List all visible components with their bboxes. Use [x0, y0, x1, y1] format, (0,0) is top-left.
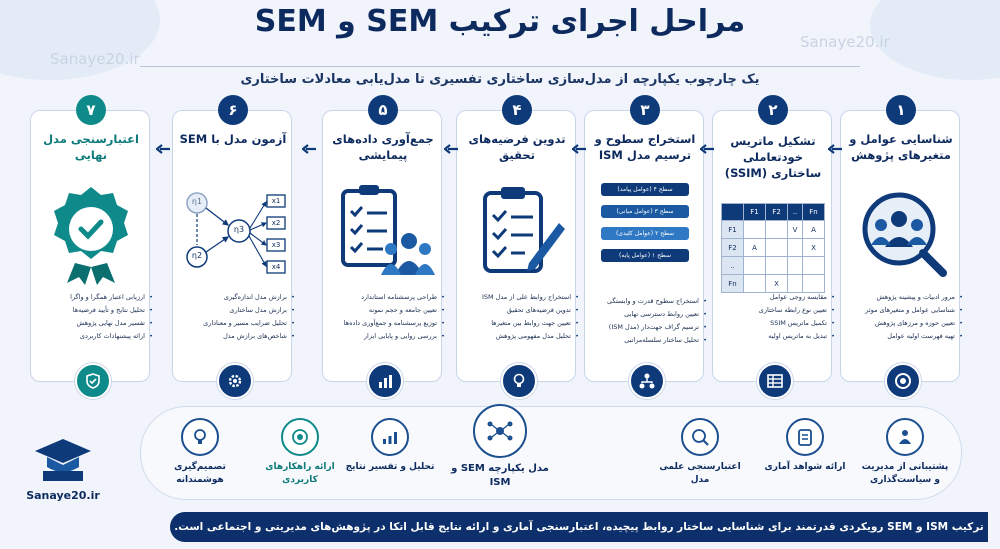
- level-box: سطح ۱ (عوامل پایه): [601, 249, 689, 262]
- step-title: آزمون مدل با SEM: [179, 132, 287, 146]
- analytics-search-icon: [681, 418, 719, 456]
- logo-text: Sanaye20.ir: [26, 489, 100, 502]
- step-card-4: [456, 101, 576, 382]
- level-box: سطح ۲ (عوامل کلیدی): [601, 227, 689, 240]
- matrix-cell: F2: [766, 204, 788, 221]
- step-bullets: [463, 291, 583, 343]
- bullet-item: • تحلیل مدل مفهومی پژوهش: [463, 330, 571, 343]
- matrix-cell: [722, 204, 744, 221]
- watermark: Sanaye20.ir: [50, 50, 140, 68]
- network-icon: [473, 404, 527, 458]
- bullet-item: • تعیین روابط دسترسی نهایی: [591, 308, 699, 321]
- bar-chart-icon: [367, 363, 403, 399]
- arrow-left-icon: [828, 144, 842, 154]
- matrix-cell: F2: [722, 239, 744, 257]
- node-label: x2: [271, 219, 281, 227]
- outcome-item: [760, 418, 850, 474]
- bullet-item: • تحلیل نتایج و تأیید فرضیه‌ها: [37, 304, 145, 317]
- outcome-item: [255, 418, 345, 487]
- bullet-item: • تعیین جهت روابط بین متغیرها: [463, 317, 571, 330]
- outcome-item: [655, 418, 745, 487]
- step-bullets: [37, 291, 157, 343]
- step-card-2: [712, 101, 832, 382]
- bullet-item: • برازش مدل اندازه‌گیری: [179, 291, 287, 304]
- bullet-item: • تعیین نوع رابطه ساختاری: [719, 304, 827, 317]
- subtitle-divider: [140, 66, 860, 67]
- outcome-item: [860, 418, 950, 487]
- step-number: ۳: [630, 95, 660, 125]
- level-box: سطح ۳ (عوامل میانی): [601, 205, 689, 218]
- people-search-icon: [847, 179, 955, 287]
- matrix-cell: [788, 239, 803, 257]
- step-card-5: [322, 101, 442, 382]
- bullet-item: • تعیین حوزه و مرزهای پژوهش: [847, 317, 955, 330]
- step-card-7: [30, 101, 150, 382]
- outcome-label: ارائه شواهد آماری: [764, 462, 846, 472]
- step-number: ۴: [502, 95, 532, 125]
- matrix-cell: [744, 275, 766, 293]
- target-icon: [885, 363, 921, 399]
- step-bullets: [591, 295, 711, 347]
- matrix-cell: F1: [744, 204, 766, 221]
- ssim-matrix: [721, 203, 825, 293]
- bullet-item: • تحلیل ضرایب مسیر و معناداری: [179, 317, 287, 330]
- matrix-cell: [766, 257, 788, 275]
- level-box: سطح ۴ (عوامل پیامد): [601, 183, 689, 196]
- step-title: تشکیل ماتریس خودتعاملی ساختاری (SSIM): [724, 134, 822, 180]
- footer-banner: ترکیب ISM و SEM رویکردی قدرتمند برای شناسایی ساختار روابط پیچیده، اعتبارسنجی آماری و ارائه نتایج قابل اتکا در پژوهش‌های مدیریتی و اجتماعی است.: [170, 512, 988, 542]
- step-bullets: [329, 291, 449, 343]
- lightbulb-icon: [501, 363, 537, 399]
- shield-check-icon: [75, 363, 111, 399]
- bullet-item: • تحلیل ساختار سلسله‌مراتبی: [591, 334, 699, 347]
- arrow-left-icon: [572, 144, 586, 154]
- step-bullets: [847, 291, 967, 343]
- bullet-item: • استخراج روابط علی از مدل ISM: [463, 291, 571, 304]
- matrix-cell: [766, 221, 788, 239]
- verified-badge-icon: [37, 179, 145, 287]
- outcome-item: [155, 418, 245, 487]
- bullet-item: • تکمیل ماتریس SSIM: [719, 317, 827, 330]
- bullet-item: • برازش مدل ساختاری: [179, 304, 287, 317]
- arrow-left-icon: [700, 144, 714, 154]
- bullet-item: • شاخص‌های برازش مدل: [179, 330, 287, 343]
- node-label: η2: [191, 251, 203, 260]
- outcome-label: تصمیم‌گیری هوشمندانه: [174, 462, 226, 485]
- matrix-cell: Fn: [802, 204, 824, 221]
- bullet-item: • شناسایی عوامل و متغیرهای موثر: [847, 304, 955, 317]
- matrix-cell: A: [744, 239, 766, 257]
- node-label: x3: [271, 241, 281, 249]
- step-number: ۱: [886, 95, 916, 125]
- arrow-left-icon: [444, 144, 458, 154]
- graduation-cap-icon: [33, 435, 93, 485]
- bullet-item: • توزیع پرسشنامه و جمع‌آوری داده‌ها: [329, 317, 437, 330]
- site-logo: [18, 435, 108, 502]
- step-title: تدوین فرضیه‌های تحقیق: [468, 132, 566, 162]
- target-icon: [281, 418, 319, 456]
- checklist-icon: [786, 418, 824, 456]
- lightbulb-icon: [181, 418, 219, 456]
- matrix-cell: X: [766, 275, 788, 293]
- step-bullets: [179, 291, 299, 343]
- matrix-cell: [788, 257, 803, 275]
- bullet-item: • طراحی پرسشنامه استاندارد: [329, 291, 437, 304]
- step-number: ۲: [758, 95, 788, 125]
- bullet-item: • تعیین جامعه و حجم نمونه: [329, 304, 437, 317]
- outcome-item: [345, 418, 435, 474]
- step-number: ۵: [368, 95, 398, 125]
- outcome-label: اعتبارسنجی علمی مدل: [659, 462, 741, 485]
- matrix-cell: [788, 275, 803, 293]
- hierarchy-icon: [629, 363, 665, 399]
- outcome-label: تحلیل و تفسیر نتایج: [345, 462, 435, 472]
- step-title: استخراج سطوح و ترسیم مدل ISM: [594, 132, 696, 162]
- matrix-cell: A: [802, 221, 824, 239]
- bullet-item: • مقایسه زوجی عوامل: [719, 291, 827, 304]
- bullet-item: • مرور ادبیات و پیشینه پژوهش: [847, 291, 955, 304]
- arrow-left-icon: [156, 144, 170, 154]
- bullet-item: • ترسیم گراف جهت‌دار (مدل ISM): [591, 321, 699, 334]
- outcome-label: پشتیبانی از مدیریت و سیاست‌گذاری: [861, 462, 949, 485]
- subtitle: یک چارچوب یکپارچه از مدل‌سازی ساختاری تفسیری تا مدل‌یابی معادلات ساختاری: [240, 72, 760, 87]
- step-card-6: [172, 101, 292, 382]
- growth-chart-icon: [371, 418, 409, 456]
- bullet-item: • تفسیر مدل نهایی پژوهش: [37, 317, 145, 330]
- bullet-item: • استخراج سطوح قدرت و وابستگی: [591, 295, 699, 308]
- team-icon: [886, 418, 924, 456]
- gear-icon: [217, 363, 253, 399]
- step-number: ۶: [218, 95, 248, 125]
- matrix-cell: F1: [722, 221, 744, 239]
- matrix-cell: Fn: [722, 275, 744, 293]
- clipboard-pen-icon: [463, 179, 571, 287]
- integrated-model-hub: [445, 404, 555, 490]
- node-label: η1: [191, 197, 203, 206]
- survey-people-icon: [329, 179, 437, 287]
- step-card-1: [840, 101, 960, 382]
- step-title: اعتبارسنجی مدل نهایی: [43, 132, 139, 162]
- arrow-left-icon: [302, 144, 316, 154]
- step-title: شناسایی عوامل و متغیرهای پژوهش: [849, 132, 953, 162]
- hub-label: مدل یکپارچه SEM و ISM: [451, 463, 549, 488]
- matrix-cell: [744, 221, 766, 239]
- step-number: ۷: [76, 95, 106, 125]
- bullet-item: • ارزیابی اعتبار همگرا و واگرا: [37, 291, 145, 304]
- step-card-3: [584, 101, 704, 382]
- bullet-item: • بررسی روایی و پایایی ابزار: [329, 330, 437, 343]
- matrix-cell: ..: [788, 204, 803, 221]
- table-icon: [757, 363, 793, 399]
- level-stack: [601, 183, 689, 262]
- matrix-cell: [766, 239, 788, 257]
- node-label: η3: [233, 225, 245, 234]
- node-label: x4: [271, 263, 281, 271]
- matrix-cell: [744, 257, 766, 275]
- matrix-cell: V: [788, 221, 803, 239]
- bullet-item: • تبدیل به ماتریس اولیه: [719, 330, 827, 343]
- watermark: Sanaye20.ir: [800, 33, 890, 51]
- node-label: x1: [271, 197, 281, 205]
- step-title: جمع‌آوری داده‌های پیمایشی: [332, 132, 434, 162]
- bullet-item: • تدوین فرضیه‌های تحقیق: [463, 304, 571, 317]
- matrix-cell: [802, 257, 824, 275]
- matrix-cell: ..: [722, 257, 744, 275]
- matrix-cell: X: [802, 239, 824, 257]
- outcome-label: ارائه راهکارهای کاربردی: [265, 462, 335, 485]
- bullet-item: • ارائه پیشنهادات کاربردی: [37, 330, 145, 343]
- matrix-cell: [802, 275, 824, 293]
- bullet-item: • تهیه فهرست اولیه عوامل: [847, 330, 955, 343]
- step-bullets: [719, 291, 839, 343]
- page-title: مراحل اجرای ترکیب SEM و SEM: [254, 4, 746, 39]
